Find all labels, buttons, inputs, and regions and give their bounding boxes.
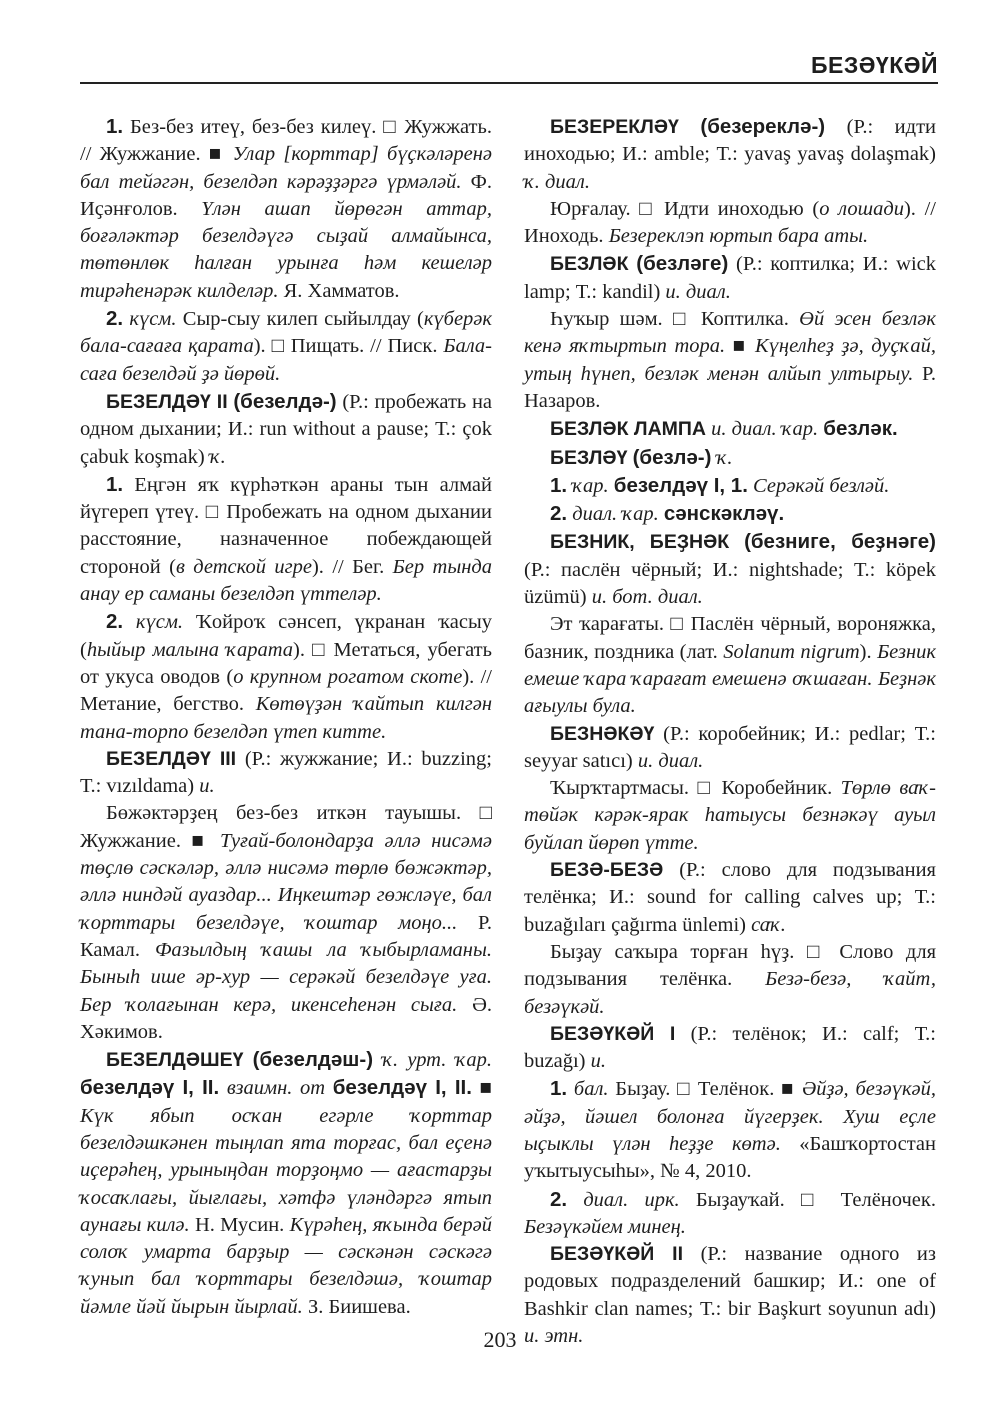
text-run: Ҡырҡтартмасы. □ Коробейник. (550, 777, 841, 800)
italic-text: и. бот. диал. (591, 586, 703, 609)
text-run (679, 116, 701, 138)
italic-text: күсм. (129, 308, 177, 331)
entry-paragraph (524, 196, 936, 251)
text-run: (безләге) (636, 252, 729, 276)
italic-text: о крупном рогатом скоте (233, 665, 463, 688)
italic-text: Өй эсен безләк кенә яҡтыртып тора. ■ Күңелһеҙ ҙә, дуҫҡай, утың һүнеп, безләк менән алйып ултырыу. (524, 308, 936, 385)
entry-paragraph (524, 939, 936, 1021)
text-run: безелдәү I, 1. (613, 473, 748, 497)
entry-paragraph (524, 444, 936, 472)
entry-paragraph (524, 611, 936, 720)
italic-text: и. диал. ҡар. (711, 418, 819, 441)
running-header (80, 38, 938, 84)
headword: БЕЗЕЛДӘҮ II (106, 390, 228, 413)
entry-paragraph (524, 306, 936, 415)
italic-text: диал. ирк. (583, 1188, 680, 1211)
entry-paragraph (524, 500, 936, 528)
text-run: 2. (106, 307, 124, 331)
text-run: «Башҡортостан уҡытыусыһы», № 4, 2010. (524, 1132, 936, 1183)
text-run: 1. (106, 472, 124, 496)
text-run: ). // Иноходь. (524, 197, 937, 248)
italic-text: ҡ. (716, 446, 733, 469)
italic-text: ҡар. (572, 474, 609, 497)
italic-text: и. (590, 1050, 606, 1073)
text-run: ). // Метание, бегство. (80, 665, 492, 716)
text-run: (безелдәш-) (252, 1048, 374, 1072)
italic-text: Безник емеше ҡара ҡарағат емешенә оҡшаған. Беҙнәк ағыулы була. (524, 640, 937, 718)
entry-paragraph (80, 113, 492, 305)
italic-text: Безә-безә, ҡайт, безәүкәй. (524, 968, 936, 1018)
entry-paragraph (80, 608, 492, 745)
entry-paragraph (80, 471, 492, 608)
text-run: 2. (550, 502, 568, 526)
text-run: Р. Назаров. (524, 362, 936, 412)
italic-text: и. этн. (524, 1325, 584, 1348)
text-run: 1. (106, 115, 124, 138)
text-run: (безлә-) (632, 445, 712, 469)
text-run (373, 1049, 382, 1071)
entry-paragraph (524, 775, 936, 857)
italic-text: Күк ябып осҡан егәрле ҡорттар безелдәшкәнен тыңлап ята торғас, бал еҫенә иҫерәһең, урыныңдан торҙоңмо — ағастарҙы ҡосаҡлағы, йығлағы, хәтфә үләндәргә ятып аунағы килә. (80, 1104, 492, 1236)
text-run: Быҙау. □ Телёнок. ■ (608, 1078, 802, 1101)
entry-paragraph (524, 250, 936, 306)
text-run: ). (859, 640, 878, 663)
italic-text: Күрәһең, яҡында берәй солоҡ умарта барҙыр — сәскәнән сәскәгә ҡунып бал ҡорттары безелдәшә, ҡоштар йәмле йәй йырын йырлай. (80, 1213, 492, 1318)
text-run: (безереклә-) (700, 115, 826, 138)
italic-text: Серәкәй безләй. (753, 474, 890, 497)
entry-paragraph (80, 305, 492, 388)
text-run: Юрғалау. □ Идти иноходью ( (550, 197, 820, 220)
entry-paragraph (524, 1075, 936, 1185)
text-run: Ә. Хәкимов. (80, 993, 492, 1043)
text-run: Я. Хамматов. (278, 279, 400, 302)
entry-paragraph (524, 415, 936, 443)
entry-paragraph (524, 113, 936, 196)
headword: БЕЗНИК, БЕҘНӘК (550, 531, 730, 554)
text-run: Без-без итеү, без-без килеү. □ Жужжать. // Жужжание. ■ (80, 116, 492, 166)
italic-text: Бер тында анау ер саманы безелдәп үттеләр. (80, 555, 493, 606)
text-run (325, 1077, 333, 1099)
text-run: (Р.: коптилка; И.: wick lamp; Т.: kandil) (524, 253, 937, 303)
entry-paragraph (524, 1186, 936, 1242)
italic-text: о лошади (819, 197, 904, 220)
entry-paragraph (80, 800, 492, 1046)
headword: БЕЗЕРЕКЛӘҮ (550, 116, 679, 138)
entry-paragraph (524, 528, 936, 611)
entry-paragraph (524, 1021, 936, 1076)
text-run: 1. (550, 473, 568, 497)
text-run: ). □ Пищать. // Писк. (253, 335, 444, 358)
text-run: ). // Бег. (311, 555, 393, 578)
text-run: (Р.: телёнок; И.: calf; Т.: buzağı) (524, 1022, 936, 1073)
text-run: (Р.: пробежать на одном дыхании; И.: run without a pause; Т.: çok çabuk koşmak) (80, 390, 493, 468)
page-number: 203 (483, 1327, 517, 1352)
text-run (567, 1078, 574, 1100)
entry-paragraph (524, 857, 936, 939)
italic-text: Бала-саға безелдәй ҙә йөрөй. (80, 335, 492, 385)
entry-paragraph (524, 472, 936, 500)
text-run: 2. (106, 610, 124, 634)
italic-text: күсм. (135, 611, 184, 634)
text-run: Эт ҡарағаты. □ Паслён чёрный, вороняжка, базник, поздника (лат. (524, 613, 936, 663)
italic-text: Әйҙә, безәүкәй, әйҙә, йәшел болонға йүгерҙек. Хуш еҫле ыҫыклы үлән һеҙҙе көтә. (524, 1078, 937, 1155)
header-title: БЕЗӘҮКӘЙ (810, 52, 938, 78)
text-run: Н. Мусин. (189, 1213, 290, 1236)
headword: БЕЗӘ-БЕЗӘ (550, 859, 664, 882)
text-run: 1. (550, 1077, 568, 1101)
italic-text: ҡ. диал. (524, 170, 590, 193)
italic-text: һыйыр малына ҡарата (86, 638, 294, 661)
headword: БЕЗНӘКӘҮ (550, 722, 655, 745)
headword: БЕЗЛӘҮ (550, 446, 628, 469)
text-run: Быҙау саҡыра торған һүҙ. □ Слово для подзывания телёнка. (524, 940, 936, 991)
italic-text: ҡ. (209, 445, 226, 468)
italic-text: Фазылдың ҡашы ла ҡыбырламаны. Быныһ ише әр-хур — серәкәй безелдәүе уға. Бер ҡолағынан керә, икенсеһенән сыға. (80, 938, 492, 1016)
italic-text: в детской игре (175, 555, 312, 578)
italic-text: Туғай-болондарҙа әллә нисәмә төҫлө сәскәләр, әллә нисәмә төрлө бөжәктәр, әллә ниндәй ауаздар... Иңкештәр гөжләүе, бал ҡорттары безелдәүе, ҡоштар моңо... (80, 829, 492, 934)
text-run: сәнскәкләү. (663, 502, 785, 526)
italic-text: саҡ. (751, 913, 786, 936)
headword: БЕЗЕЛДӘҮ III (106, 747, 237, 770)
entry-paragraph (80, 1046, 492, 1321)
text-run: Ф. Иҫәнғолов. (80, 170, 493, 220)
text-run: Сыр-сыу килеп сыйылдау ( (176, 308, 424, 331)
italic-text: Көтөүҙән ҡайтып килгән тана-торпо безелдәп үтеп китте. (80, 693, 492, 743)
text-run: 2. (550, 1187, 568, 1211)
text-run (729, 531, 744, 553)
entry-paragraph (80, 746, 492, 801)
text-run: Быҙауҡай. □ Телёночек. (679, 1188, 936, 1211)
text-run: ■ (471, 1077, 493, 1100)
text-run: Р. Камал. (80, 911, 493, 961)
italic-text: Төрлө ваҡ-төйәк кәрәк-ярак һатыусы безнәкәү ауыл буйлап йөрөп үтте. (524, 777, 936, 854)
headword: БЕЗЕЛДӘШЕҮ (106, 1049, 244, 1072)
italic-text: и. (199, 775, 215, 798)
italic-text: взаимн. от (226, 1077, 326, 1100)
italic-text: Безереклэп юртып бара аты. (608, 225, 869, 248)
italic-text: ҡ. урт. ҡар. (382, 1049, 492, 1072)
text-run: Еңгән яҡ күрһәткән араны тын алмай йүгереп үтеү. □ Пробежать на одном дыхании расстояние, назначенное побеждающей стороной ( (80, 473, 492, 578)
italic-text: Үлән ашап йөрөгән аттар, боғәләктәр безелдәүгә сыҙай алмайынса, төтөнлөк һалған урынға һәм кешеләр тирәһенәрәк килделәр. (80, 197, 492, 302)
headword: БЕЗЛӘК ЛАМПА (550, 418, 707, 441)
entry-paragraph (80, 388, 492, 471)
text-run: Бөжәктәрҙең без-без иткән тауышы. □ Жужжание. ■ (80, 802, 492, 852)
italic-text: Solanum nigrum (723, 640, 860, 663)
text-run: безелдәү I, II. (332, 1076, 472, 1100)
italic-text: и. диал. (665, 280, 731, 303)
headword: БЕЗӘҮКӘЙ I (550, 1022, 676, 1045)
text-run: (Р.: паслён чёрный; И.: nightshade; Т.: köpek üzümü) (524, 558, 936, 609)
headword: БЕЗЛӘК (550, 253, 629, 276)
text-run: (безниге, беҙнәге) (744, 530, 936, 554)
italic-text: и. диал. (637, 749, 704, 772)
text-run: Ҡойроҡ сәнсеп, үкранан ҡасыу ( (80, 611, 492, 661)
italic-text: күберәк бала-сағаға қарата (80, 308, 492, 358)
right-column (524, 113, 936, 1350)
text-run (243, 1049, 252, 1071)
italic-text: бал. (573, 1078, 609, 1101)
entry-paragraph (524, 721, 936, 776)
left-column (80, 113, 492, 1321)
text-run: ). □ Метаться, убегать от укуса оводов ( (80, 638, 492, 688)
text-run (567, 1189, 583, 1211)
headword: БЕЗӘҮКӘЙ II (550, 1243, 684, 1266)
text-run: безләк. (823, 417, 898, 441)
text-run: (Р.: жужжание; И.: buzzing; Т.: vızıldama) (80, 747, 492, 798)
text-run (123, 611, 136, 633)
text-run: Һуҡыр шәм. □ Коптилка. (550, 308, 800, 331)
text-run: (Р.: идти иноходью; И.: amble; Т.: yavaş yavaş dolaşmak) (524, 116, 936, 166)
italic-text: Улар [корттар] бүҫкәләренә бал тейәгән, безелдәп кәрәҙҙәргә үрмәләй. (80, 143, 492, 193)
text-run: (Р.: коробейник; И.: pedlar; Т.: seyyar satıcı) (524, 722, 936, 772)
text-run: безелдәү I, II. (80, 1076, 220, 1100)
text-run (219, 1077, 227, 1099)
italic-text: Безәүкәйем минең. (524, 1215, 686, 1238)
text-run: (Р.: слово для подзывания телёнка; И.: sound for calling calves up; Т.: buzağıları çağırma ünlemi) (524, 859, 936, 936)
text-run: (Р.: название одного из родовых подразделений башкир; И.: one of Bashkir clan names; Т.: bir Başkurt soyunun adı) (524, 1243, 936, 1320)
italic-text: диал. ҡар. (572, 503, 659, 526)
text-run: З. Биишева. (302, 1295, 411, 1318)
text-run: (безелдә-) (233, 389, 337, 413)
